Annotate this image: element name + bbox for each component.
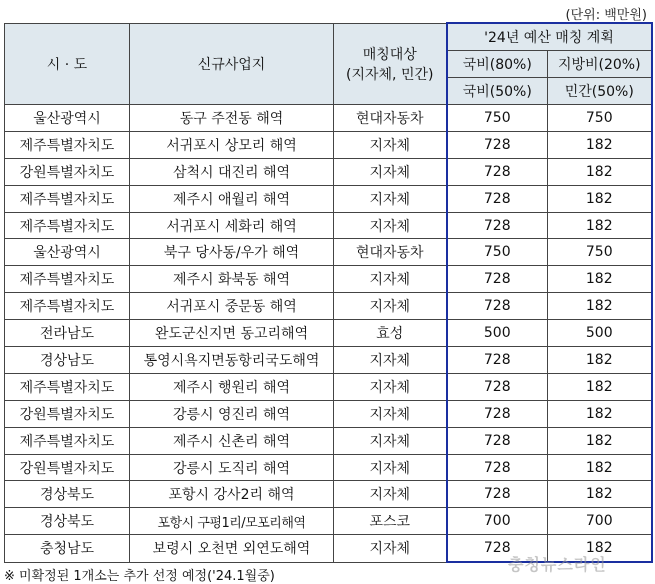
cell-site: 포항시 구평1리/모포리해역 [130,508,334,535]
cell-matching: 182 [548,373,652,400]
header-budget-title: '24년 예산 매칭 계획 [447,23,652,51]
cell-national: 728 [447,293,548,320]
cell-region: 울산광역시 [5,105,130,132]
cell-national: 728 [447,400,548,427]
cell-national: 700 [447,508,548,535]
table-row [5,400,652,427]
cell-partner: 지자체 [334,158,447,185]
table-row [5,185,652,212]
cell-partner: 현대자동차 [334,239,447,266]
header-national-80: 국비(80%) [447,51,548,78]
cell-site: 강릉시 도직리 해역 [130,454,334,481]
cell-national: 728 [447,535,548,562]
cell-partner: 지자체 [334,212,447,239]
cell-region: 제주특별자치도 [5,427,130,454]
cell-matching: 750 [548,105,652,132]
cell-region: 강원특별자치도 [5,454,130,481]
cell-national: 728 [447,347,548,374]
cell-national: 728 [447,212,548,239]
header-local-20: 지방비(20%) [548,51,652,78]
table-row [5,293,652,320]
table-row [5,347,652,374]
header-site: 신규사업지 [130,23,334,105]
cell-site: 제주시 신촌리 해역 [130,427,334,454]
table-row [5,508,652,535]
table-row [5,158,652,185]
cell-region: 제주특별자치도 [5,266,130,293]
cell-matching: 182 [548,400,652,427]
cell-region: 전라남도 [5,320,130,347]
cell-national: 728 [447,185,548,212]
cell-matching: 182 [548,454,652,481]
cell-region: 제주특별자치도 [5,293,130,320]
cell-national: 750 [447,105,548,132]
cell-partner: 지자체 [334,427,447,454]
cell-site: 서귀포시 중문동 해역 [130,293,334,320]
cell-national: 728 [447,373,548,400]
cell-region: 제주특별자치도 [5,131,130,158]
cell-region: 제주특별자치도 [5,185,130,212]
cell-matching: 700 [548,508,652,535]
cell-matching: 182 [548,293,652,320]
cell-matching: 182 [548,427,652,454]
table-row [5,266,652,293]
cell-region: 제주특별자치도 [5,212,130,239]
cell-site: 통영시욕지면동항리국도해역 [130,347,334,374]
table-row [5,212,652,239]
cell-partner: 현대자동차 [334,105,447,132]
footnote: ※ 미확정된 1개소는 추가 선정 예정('24.1월중) [4,569,275,584]
cell-national: 500 [447,320,548,347]
cell-matching: 182 [548,266,652,293]
table-row [5,373,652,400]
cell-partner: 지자체 [334,131,447,158]
table-row [5,454,652,481]
cell-national: 728 [447,158,548,185]
cell-matching: 182 [548,481,652,508]
cell-partner: 포스코 [334,508,447,535]
cell-region: 경상북도 [5,481,130,508]
cell-national: 728 [447,266,548,293]
cell-site: 서귀포시 세화리 해역 [130,212,334,239]
header-private-50: 민간(50%) [548,78,652,105]
cell-national: 728 [447,454,548,481]
cell-region: 울산광역시 [5,239,130,266]
cell-matching: 500 [548,320,652,347]
cell-national: 728 [447,481,548,508]
table-row [5,427,652,454]
cell-region: 제주특별자치도 [5,373,130,400]
cell-partner: 지자체 [334,185,447,212]
cell-partner: 지자체 [334,535,447,562]
cell-site: 삼척시 대진리 해역 [130,158,334,185]
cell-matching: 182 [548,185,652,212]
cell-national: 750 [447,239,548,266]
cell-partner: 지자체 [334,347,447,374]
cell-site: 완도군신지면 동고리해역 [130,320,334,347]
cell-region: 강원특별자치도 [5,400,130,427]
table-row [5,481,652,508]
header-matching-line2: (지자체, 민간) [346,66,434,83]
cell-region: 경상북도 [5,508,130,535]
cell-matching: 182 [548,212,652,239]
cell-matching: 750 [548,239,652,266]
cell-region: 경상남도 [5,347,130,374]
cell-partner: 효성 [334,320,447,347]
cell-matching: 182 [548,158,652,185]
cell-region: 강원특별자치도 [5,158,130,185]
watermark: 충청뉴스라인 [508,555,607,574]
header-matching-line1: 매칭대상 [362,46,417,63]
table-row [5,105,652,132]
cell-site: 서귀포시 상모리 해역 [130,131,334,158]
cell-site: 보령시 오천면 외연도해역 [130,535,334,562]
cell-partner: 지자체 [334,293,447,320]
cell-site: 제주시 애월리 해역 [130,185,334,212]
cell-site: 포항시 강사2리 해역 [130,481,334,508]
cell-partner: 지자체 [334,266,447,293]
table-row [5,320,652,347]
cell-region: 충청남도 [5,535,130,562]
cell-partner: 지자체 [334,454,447,481]
cell-partner: 지자체 [334,400,447,427]
cell-site: 북구 당사동/우가 해역 [130,239,334,266]
cell-national: 728 [447,131,548,158]
cell-partner: 지자체 [334,481,447,508]
cell-site: 동구 주전동 해역 [130,105,334,132]
unit-label: (단위: 백만원) [565,8,647,23]
cell-site: 제주시 화북동 해역 [130,266,334,293]
budget-table [4,22,653,563]
cell-site: 제주시 행원리 해역 [130,373,334,400]
table-row [5,131,652,158]
cell-matching: 182 [548,131,652,158]
cell-partner: 지자체 [334,373,447,400]
table-row [5,239,652,266]
cell-matching: 182 [548,347,652,374]
header-region: 시 · 도 [5,23,130,105]
header-matching [334,23,447,105]
cell-national: 728 [447,427,548,454]
cell-site: 강릉시 영진리 해역 [130,400,334,427]
header-national-50: 국비(50%) [447,78,548,105]
cell-matching: 182 [548,535,652,562]
